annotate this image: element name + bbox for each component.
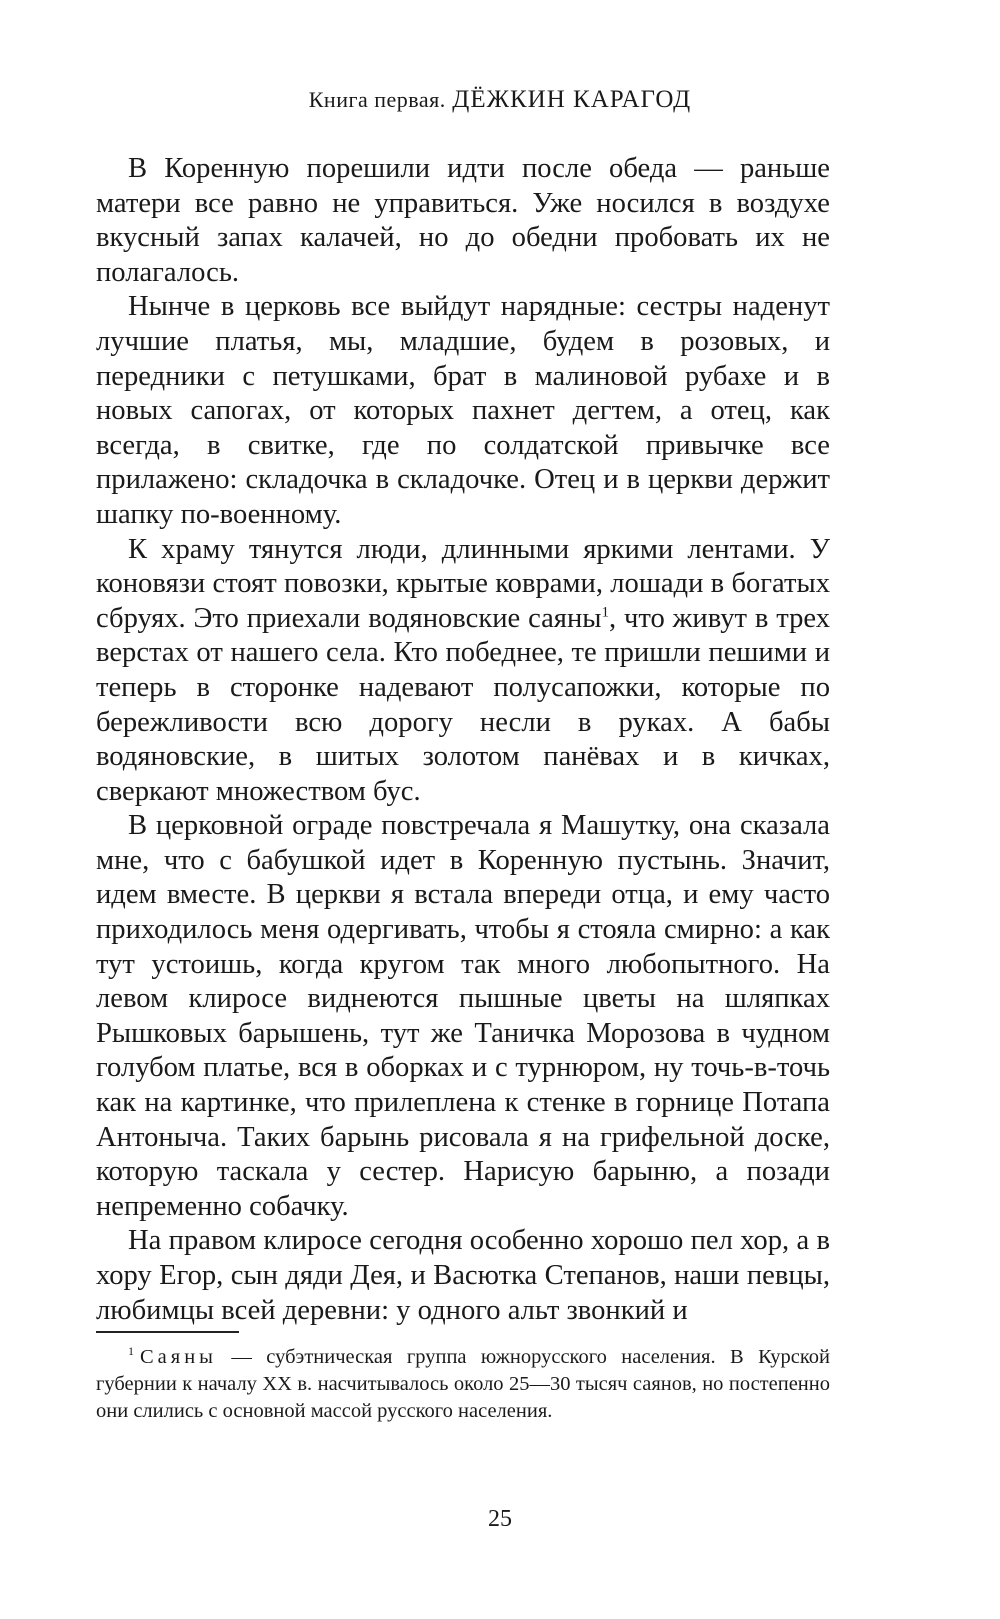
footnote-reference: 1 — [601, 604, 609, 621]
paragraph-5: На правом клиросе сегодня особенно хорошо пел хор, а в хору Егор, сын дяди Дея, и Васютка Степанов, наши певцы, любимцы всей деревни: у одного альт звонкий и — [96, 1225, 830, 1326]
footnote-body: — субэтническая группа южнорусского населения. В Курской губернии к началу XX в. насчитывалось около 25—30 тысяч саянов, но постепенно они слились с основной массой русского населения. — [96, 1346, 830, 1422]
paragraph-3 — [96, 533, 830, 810]
footnote-divider — [96, 1331, 239, 1333]
footnote-mark: 1 — [128, 1344, 134, 1359]
paragraph-2: Нынче в церковь все выйдут нарядные: сестры наденут лучшие платья, мы, младшие, будем в розовых, и передники с петушками, брат в малиновой рубахе и в новых сапогах, от которых пахнет дегтем, а отец, как всегда, в свитке, где по солдатской привычке все прилажено: складочка в складочке. Отец и в церкви держит шапку по-военному. — [96, 291, 830, 530]
page-number: 25 — [488, 1506, 512, 1532]
paragraph-1: В Коренную порешили идти после обеда — раньше матери все равно не управиться. Уже носился в воздухе вкусный запах калачей, но до обедни пробовать их не полагалось. — [96, 153, 830, 288]
paragraph-3-part-2: , что живут в трех верстах от нашего села. Кто победнее, те пришли пешими и теперь в сторонке надевают полусапожки, которые по бережливости всю дорогу несли в руках. А бабы водяновские, в шитых золотом панёвах и в кичках, сверкают множеством бус. — [96, 602, 830, 807]
footnote — [96, 1344, 830, 1425]
paragraph-3-part-1: К храму тянутся люди, длинными яркими лентами. У коновязи стоят повозки, крытые коврами, лошади в богатых сбруях. Это приехали водяновские саяны — [96, 533, 830, 634]
main-text — [96, 152, 830, 1328]
paragraph-4: В церковной ограде повстречала я Машутку, она сказала мне, что с бабушкой идет в Коренную пустынь. Значит, идем вместе. В церкви я встала впереди отца, и ему часто приходилось меня одергивать, чтобы я стояла смирно: а как тут устоишь, когда кругом так много любопытного. На левом клиросе виднеются пышные цветы на шляпках Рышковых барышень, тут же Таничка Морозова в чудном голубом платье, вся в оборках и с турнюром, ну точь-в-точь как на картинке, что прилеплена к стенке в горнице Потапа Антоныча. Таких барынь рисовала я на грифельной доске, которую таскала у сестер. Нарисую барыню, а позади непременно собачку. — [96, 810, 830, 1222]
running-head — [0, 86, 1000, 114]
footnote-text — [96, 1344, 830, 1425]
running-head-book: Книга первая. — [308, 87, 446, 112]
footnote-term: Саяны — [140, 1346, 217, 1368]
running-head-title: ДЁЖКИН КАРАГОД — [452, 86, 692, 113]
